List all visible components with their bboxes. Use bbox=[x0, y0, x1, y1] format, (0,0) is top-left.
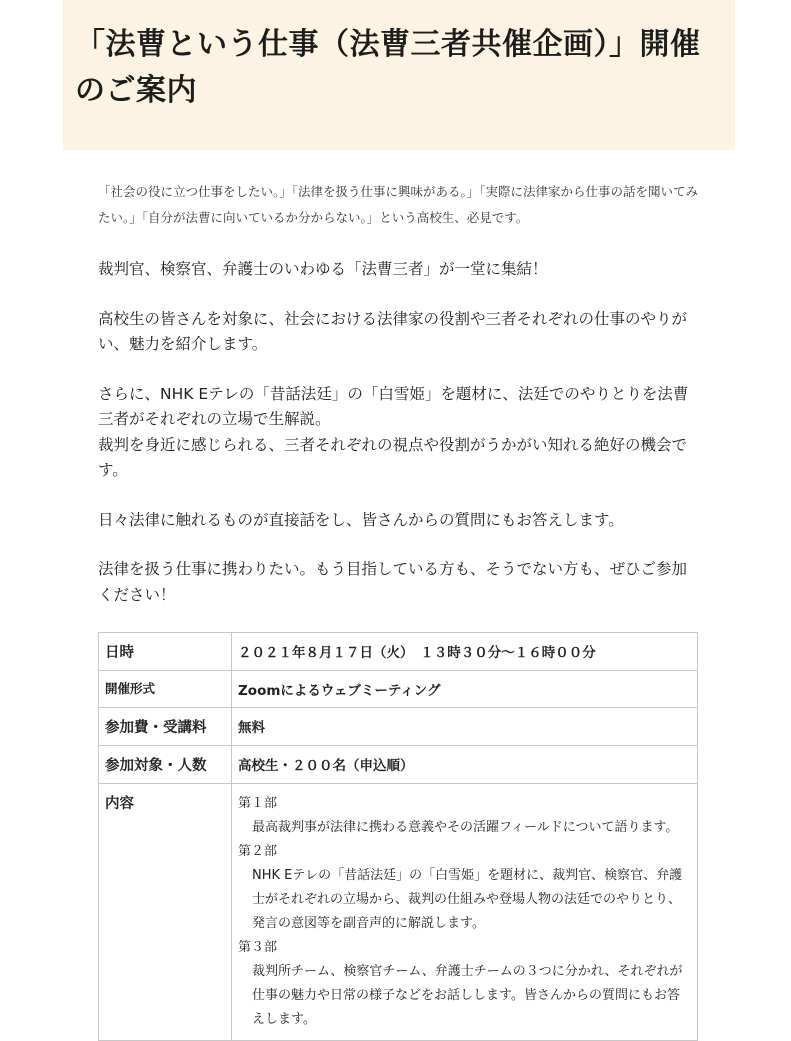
part1-title: 第１部 bbox=[238, 796, 278, 811]
part3-text: 裁判所チーム、検察官チーム、弁護士チームの３つに分かれ、それぞれが仕事の魅力や日常の様子などをお話しします。皆さんからの質問にもお答えします。 bbox=[252, 964, 683, 1027]
table-row-content bbox=[99, 784, 698, 1041]
paragraph-highlight: 裁判官、検察官、弁護士のいわゆる「法曹三者」が一堂に集結！ bbox=[98, 260, 548, 278]
fee-value: 無料 bbox=[232, 708, 698, 746]
table-row-fee bbox=[99, 708, 698, 746]
part1-text: 最高裁判事が法律に携わる意義やその活躍フィールドについて語ります。 bbox=[252, 820, 679, 835]
intro-text: 「社会の役に立つ仕事をしたい。」「法律を扱う仕事に興味がある。」「実際に法律家から仕事の話を聞いてみたい。」「自分が法曹に向いているか分からない。」という高校生、必見です。 bbox=[98, 184, 699, 225]
date-label: 日時 bbox=[99, 633, 232, 671]
format-value: Zoomによるウェブミーティング bbox=[232, 671, 698, 708]
table-row-target bbox=[99, 746, 698, 784]
title-banner bbox=[63, 0, 735, 150]
paragraph-commentary-line2: 裁判を身近に感じられる、三者それぞれの視点や役割がうかがい知れる絶好の機会です。 bbox=[98, 435, 688, 479]
target-label: 参加対象・人数 bbox=[99, 746, 232, 784]
content-value bbox=[232, 784, 698, 1041]
page-title: 「法曹という仕事（法曹三者共催企画）」開催のご案内 bbox=[75, 27, 701, 108]
paragraph-questions: 日々法律に触れるものが直接話をし、皆さんからの質問にもお答えします。 bbox=[98, 510, 624, 529]
paragraph-invitation: 法律を扱う仕事に携わりたい。もう目指している方も、そうでない方も、ぜひご参加ください！ bbox=[98, 560, 688, 604]
content-label: 内容 bbox=[99, 784, 232, 1041]
event-info-table bbox=[98, 632, 698, 1041]
table-row-format bbox=[99, 671, 698, 708]
table-row-date bbox=[99, 633, 698, 671]
fee-label: 参加費・受講料 bbox=[99, 708, 232, 746]
target-value: 高校生・２００名（申込順） bbox=[232, 746, 698, 784]
article-body bbox=[98, 179, 698, 1041]
paragraph-commentary bbox=[98, 382, 698, 484]
part2-title: 第２部 bbox=[238, 844, 278, 859]
date-value: ２０２１年８月１７日（火） １３時３０分～１６時００分 bbox=[232, 633, 698, 671]
format-label: 開催形式 bbox=[99, 671, 232, 708]
paragraph-target: 高校生の皆さんを対象に、社会における法律家の役割や三者それぞれの仕事のやりがい、魅力を紹介します。 bbox=[98, 309, 688, 353]
paragraph-commentary-line1: さらに、NHK Eテレの「昔話法廷」の「白雪姫」を題材に、法廷でのやりとりを法曹三者がそれぞれの立場で生解説。 bbox=[98, 384, 689, 428]
part3-title: 第３部 bbox=[238, 940, 278, 955]
part2-text: NHK Eテレの「昔話法廷」の「白雪姫」を題材に、裁判官、検察官、弁護士がそれぞれの立場から、裁判の仕組みや登場人物の法廷でのやりとり、発言の意図等を副音声的に解説します。 bbox=[252, 868, 683, 931]
